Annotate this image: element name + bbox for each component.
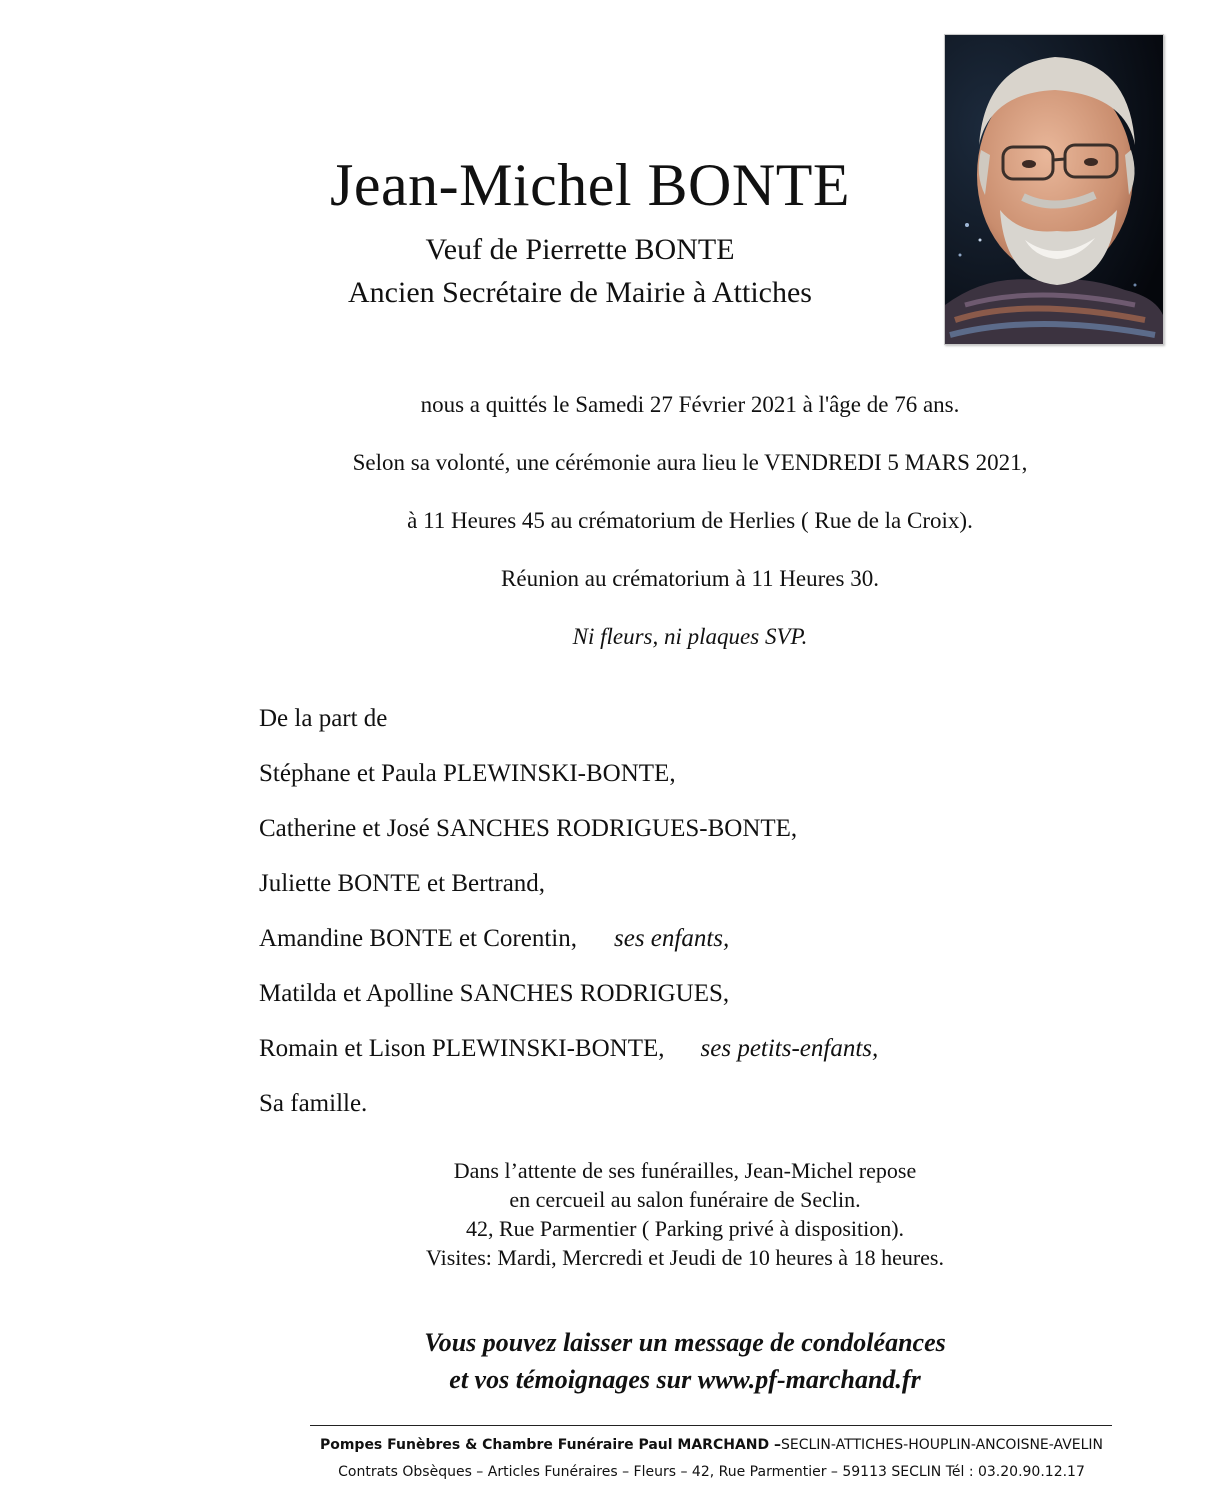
family-line <box>259 759 676 789</box>
footer-divider <box>310 1425 1112 1426</box>
repose-info <box>300 1156 1070 1272</box>
widow-of-line: Veuf de Pierrette BONTE <box>425 233 735 266</box>
announcement-line: à 11 Heures 45 au crématorium de Herlies ( Rue de la Croix). <box>407 508 973 533</box>
family-members: Romain et Lison PLEWINSKI-BONTE, <box>259 1035 665 1062</box>
family-line <box>259 924 729 954</box>
relation-note: ses petits-enfants, <box>700 1035 879 1062</box>
family-members: Amandine BONTE et Corentin, <box>259 925 577 952</box>
no-flowers-note: Ni fleurs, ni plaques SVP. <box>572 624 808 649</box>
footer-company-line <box>300 1436 1123 1454</box>
repose-line: Dans l’attente de ses funérailles, Jean-Michel repose <box>453 1158 917 1183</box>
announcement-line: Réunion au crématorium à 11 Heures 30. <box>501 566 879 591</box>
relation-note: ses enfants, <box>614 925 730 952</box>
repose-line: en cercueil au salon funéraire de Seclin. <box>509 1187 861 1212</box>
company-towns: SECLIN-ATTICHES-HOUPLIN-ANCOISNE-AVELIN <box>781 1437 1104 1453</box>
condolences-message <box>300 1324 1070 1398</box>
family-line <box>259 979 729 1009</box>
family-line <box>259 1034 878 1064</box>
family-closing: Sa famille. <box>259 1090 368 1117</box>
former-position-line: Ancien Secrétaire de Mairie à Attiches <box>348 276 812 309</box>
deceased-name: Jean-Michel BONTE <box>329 152 851 218</box>
family-members: Juliette BONTE et Bertrand, <box>259 870 546 897</box>
family-intro: De la part de <box>259 705 388 732</box>
family-members: Catherine et José SANCHES RODRIGUES-BONTE, <box>259 815 798 842</box>
condolences-line: et vos témoignages sur www.pf-marchand.fr <box>449 1365 921 1394</box>
condolences-line: Vous pouvez laisser un message de condoléances <box>424 1328 946 1357</box>
company-name: Pompes Funèbres & Chambre Funéraire Paul MARCHAND – <box>319 1437 781 1453</box>
family-line <box>259 814 797 844</box>
family-members: Stéphane et Paula PLEWINSKI-BONTE, <box>259 760 676 787</box>
repose-line: Visites: Mardi, Mercredi et Jeudi de 10 heures à 18 heures. <box>426 1245 944 1270</box>
footer-services-line: Contrats Obsèques – Articles Funéraires – Fleurs – 42, Rue Parmentier – 59113 SECLIN Tél : 03.20.90.12.17 <box>338 1464 1085 1480</box>
family-members: Matilda et Apolline SANCHES RODRIGUES, <box>259 980 730 1007</box>
family-line <box>259 869 545 899</box>
announcement-line: Selon sa volonté, une cérémonie aura lieu le VENDREDI 5 MARS 2021, <box>352 450 1028 475</box>
repose-line: 42, Rue Parmentier ( Parking privé à disposition). <box>465 1216 905 1241</box>
portrait-photo <box>944 34 1164 345</box>
announcement-line: nous a quittés le Samedi 27 Février 2021 à l'âge de 76 ans. <box>420 392 960 417</box>
